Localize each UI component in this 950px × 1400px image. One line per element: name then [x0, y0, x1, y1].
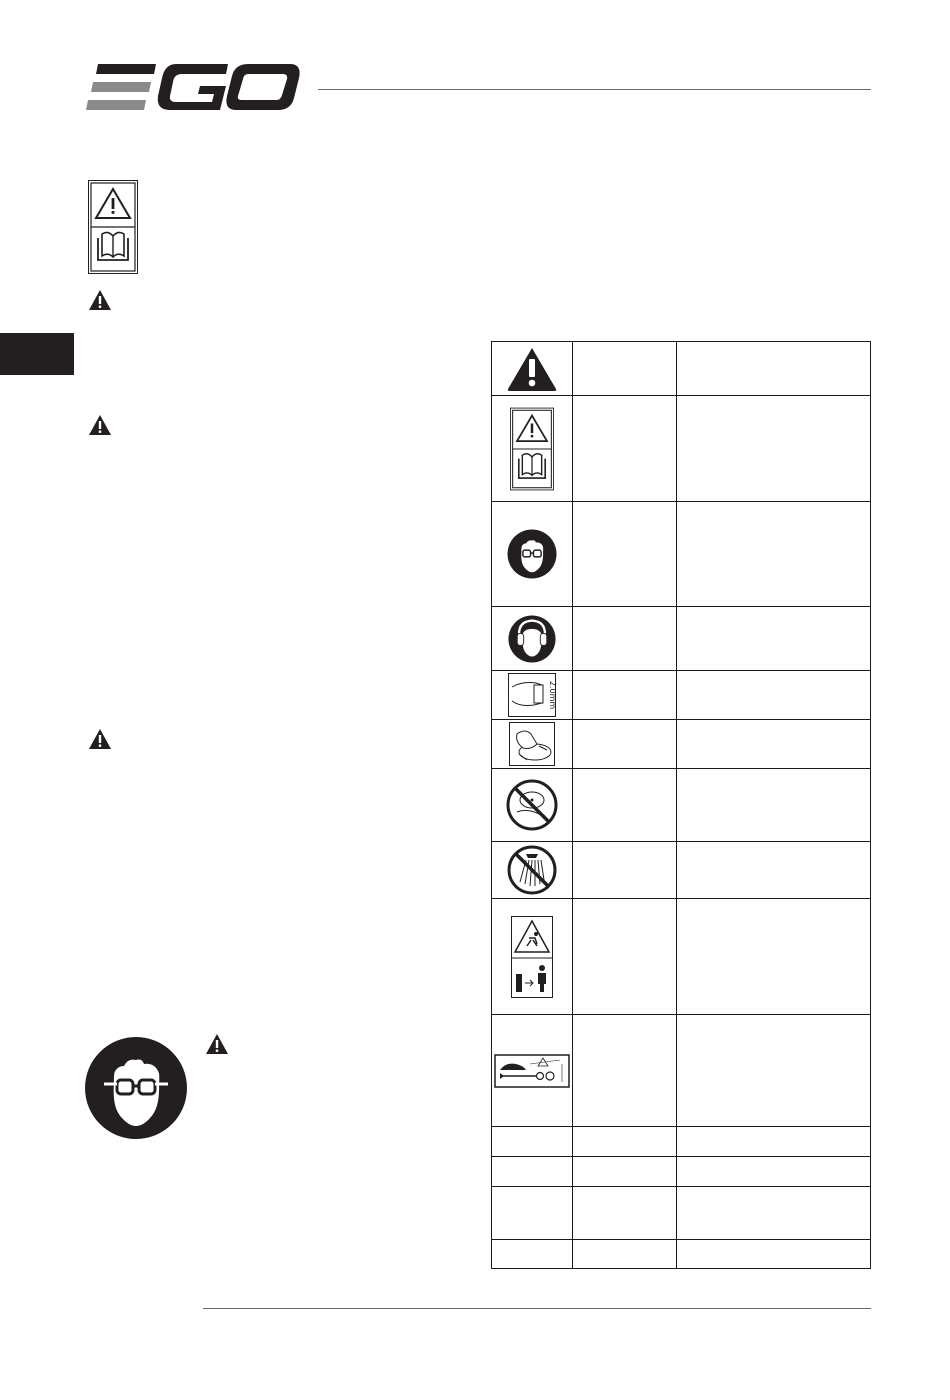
symbol-explanation-cell	[677, 607, 870, 670]
warning-read-manual-icon	[88, 180, 138, 274]
table-row	[492, 342, 870, 395]
safety-alert-icon	[506, 346, 558, 392]
cutting-attachment-icon	[509, 722, 555, 766]
table-row	[492, 768, 870, 841]
symbol-name-cell	[573, 842, 677, 898]
no-metal-blade-icon	[505, 778, 559, 832]
symbol-cell	[492, 899, 573, 1014]
symbol-name-cell	[573, 342, 677, 395]
footer-rule	[203, 1308, 871, 1309]
table-row	[492, 670, 870, 719]
eye-protection-icon	[507, 529, 557, 579]
symbols-table	[491, 341, 871, 1269]
warning-triangle-icon	[88, 728, 112, 750]
safety-goggles-icon	[84, 1036, 188, 1140]
line-diameter-label: 2.0mm	[548, 680, 557, 710]
table-row	[492, 395, 870, 501]
symbol-explanation-cell	[677, 1240, 870, 1268]
ego-logo-graphic	[86, 62, 300, 114]
rotation-warning-label-icon	[494, 1054, 570, 1088]
symbol-explanation-cell	[677, 1157, 870, 1186]
symbol-explanation-cell	[677, 502, 870, 606]
symbol-name-cell	[573, 1127, 677, 1156]
no-rain-icon	[506, 844, 558, 896]
ego-logo	[86, 62, 300, 114]
symbol-explanation-cell	[677, 1015, 870, 1126]
table-row	[492, 1239, 870, 1268]
symbol-explanation-cell	[677, 396, 870, 501]
symbol-cell	[492, 1187, 573, 1239]
table-row	[492, 501, 870, 606]
ear-protection-icon	[508, 615, 556, 663]
symbol-name-cell	[573, 502, 677, 606]
symbol-explanation-cell	[677, 720, 870, 768]
symbol-name-cell	[573, 396, 677, 501]
symbol-name-cell	[573, 720, 677, 768]
symbol-explanation-cell	[677, 769, 870, 841]
table-row	[492, 1156, 870, 1186]
table-row	[492, 841, 870, 898]
header-rule	[318, 89, 871, 90]
symbol-name-cell	[573, 1157, 677, 1186]
symbol-cell	[492, 502, 573, 606]
symbol-explanation-cell	[677, 1127, 870, 1156]
symbol-name-cell	[573, 1187, 677, 1239]
symbol-cell	[492, 842, 573, 898]
symbol-name-cell	[573, 607, 677, 670]
symbol-cell	[492, 1157, 573, 1186]
line-diameter-icon	[508, 673, 556, 717]
symbol-cell	[492, 1127, 573, 1156]
symbol-explanation-cell	[677, 671, 870, 719]
table-row	[492, 1126, 870, 1156]
symbol-cell	[492, 720, 573, 768]
symbol-cell	[492, 1240, 573, 1268]
symbol-cell	[492, 1015, 573, 1126]
symbol-cell	[492, 342, 573, 395]
symbol-explanation-cell	[677, 1187, 870, 1239]
warning-triangle-icon	[88, 289, 112, 311]
warning-triangle-icon	[88, 414, 112, 436]
symbol-cell	[492, 769, 573, 841]
symbol-name-cell	[573, 769, 677, 841]
symbol-cell	[492, 396, 573, 501]
thrown-objects-distance-icon	[511, 916, 553, 998]
symbol-explanation-cell	[677, 842, 870, 898]
table-row	[492, 1186, 870, 1239]
table-row	[492, 606, 870, 670]
language-tab	[0, 333, 74, 375]
table-row	[492, 1014, 870, 1126]
symbol-cell	[492, 671, 573, 719]
symbol-cell	[492, 607, 573, 670]
symbol-name-cell	[573, 1015, 677, 1126]
symbol-explanation-cell	[677, 342, 870, 395]
table-row	[492, 898, 870, 1014]
warning-triangle-icon	[205, 1033, 229, 1055]
table-row	[492, 719, 870, 768]
symbol-name-cell	[573, 899, 677, 1014]
symbol-name-cell	[573, 671, 677, 719]
symbol-explanation-cell	[677, 899, 870, 1014]
symbol-name-cell	[573, 1240, 677, 1268]
read-manual-icon	[510, 405, 554, 493]
